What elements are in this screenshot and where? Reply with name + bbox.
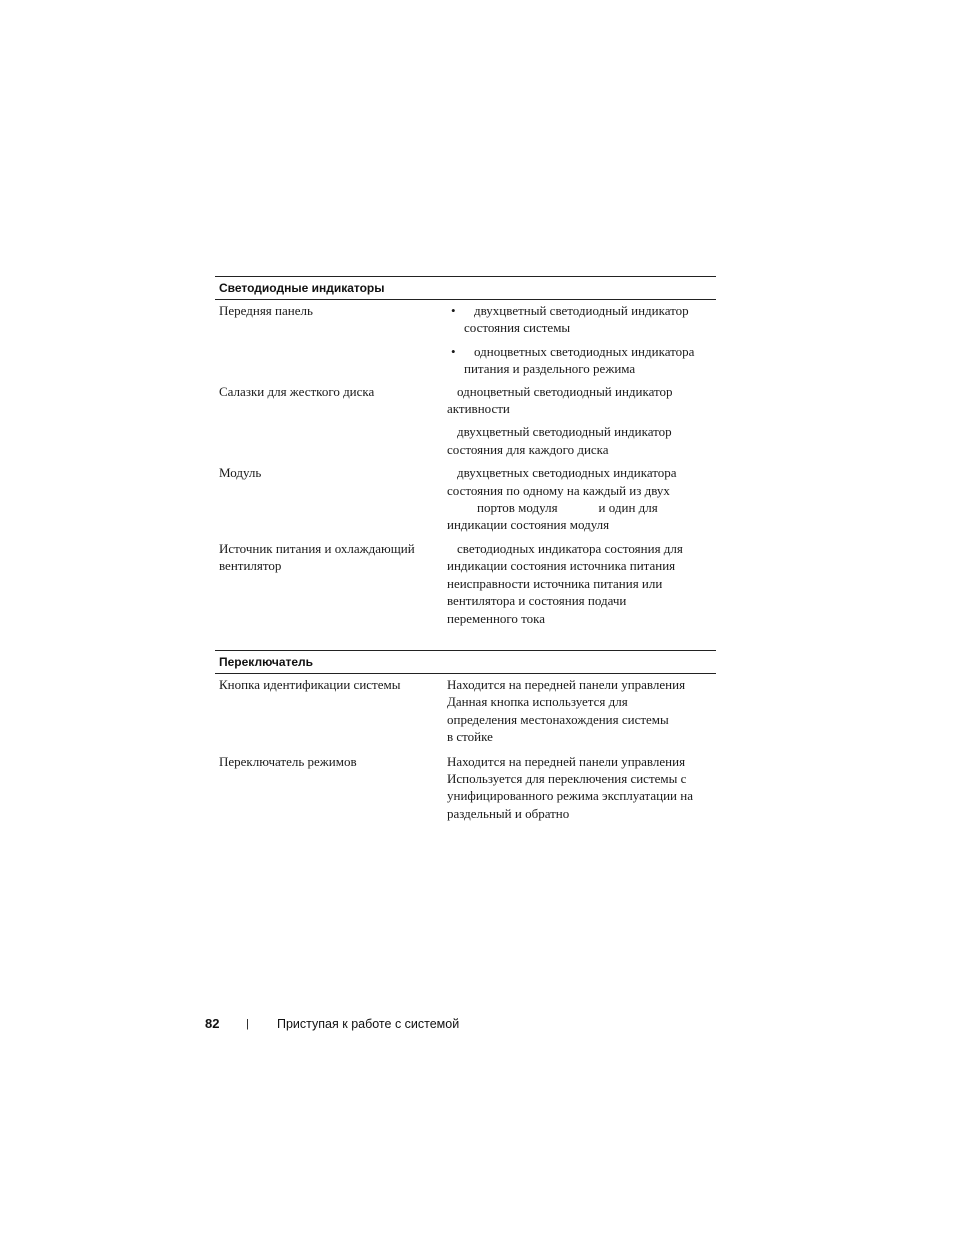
row-value [443,753,716,829]
page-footer [205,1016,459,1031]
table-row-module [215,464,716,540]
table-row-hdd-carriers [215,383,716,465]
led-section-body [215,300,716,633]
table-row-power-supply [215,540,716,633]
row-label: Источник питания и охлаждающий вентилятор [219,540,415,574]
row-paragraph: Находится на передней панели управления Данная кнопка используется для определения местонахождения системы в стойке [447,676,686,745]
row-paragraph: двухцветных светодиодных индикатора состояния по одному на каждый из двух портов модуля и один для индикации состояния модуля [447,465,677,533]
section-header-led: Светодиодные индикаторы [215,276,716,300]
footer-separator: | [246,1017,249,1030]
switch-section-body [215,674,716,828]
list-item: • одноцветных светодиодных индикатора питания и раздельного режима [447,343,716,378]
row-value [443,676,716,753]
row-value [443,383,716,465]
row-value [443,302,716,384]
table-row-system-id-button [215,676,716,753]
row-label: Передняя панель [219,303,313,318]
row-value [443,540,716,633]
list-item: • двухцветный светодиодный индикатор состояния системы [447,302,716,337]
row-paragraph: двухцветный светодиодный индикатор состояния для каждого диска [447,424,672,457]
row-label: Салазки для жесткого диска [219,383,375,399]
row-label: Модуль [219,465,262,481]
chapter-title: Приступая к работе с системой [277,1016,460,1031]
row-label: Переключатель режимов [219,753,357,769]
section-header-switch: Переключатель [215,650,716,674]
row-paragraph: Находится на передней панели управления Используется для переключения системы с унифицированного режима эксплуатации на раздельный и обратно [447,753,693,821]
row-paragraph: светодиодных индикатора состояния для индикации состояния источника питания неисправности источника питания или вентилятора и состояния подачи переменного тока [447,540,683,626]
row-paragraph: одноцветный светодиодный индикатор активности [447,383,673,417]
spec-table [215,276,716,828]
switch-section [215,650,716,828]
row-label: Кнопка идентификации системы [219,676,401,692]
led-section [215,276,716,633]
bullet-icon: • [451,303,456,318]
row-value [443,464,716,540]
page-number: 82 [205,1016,220,1031]
bullet-icon: • [451,343,456,359]
table-row-mode-switch [215,753,716,829]
table-row-front-panel [215,302,716,384]
